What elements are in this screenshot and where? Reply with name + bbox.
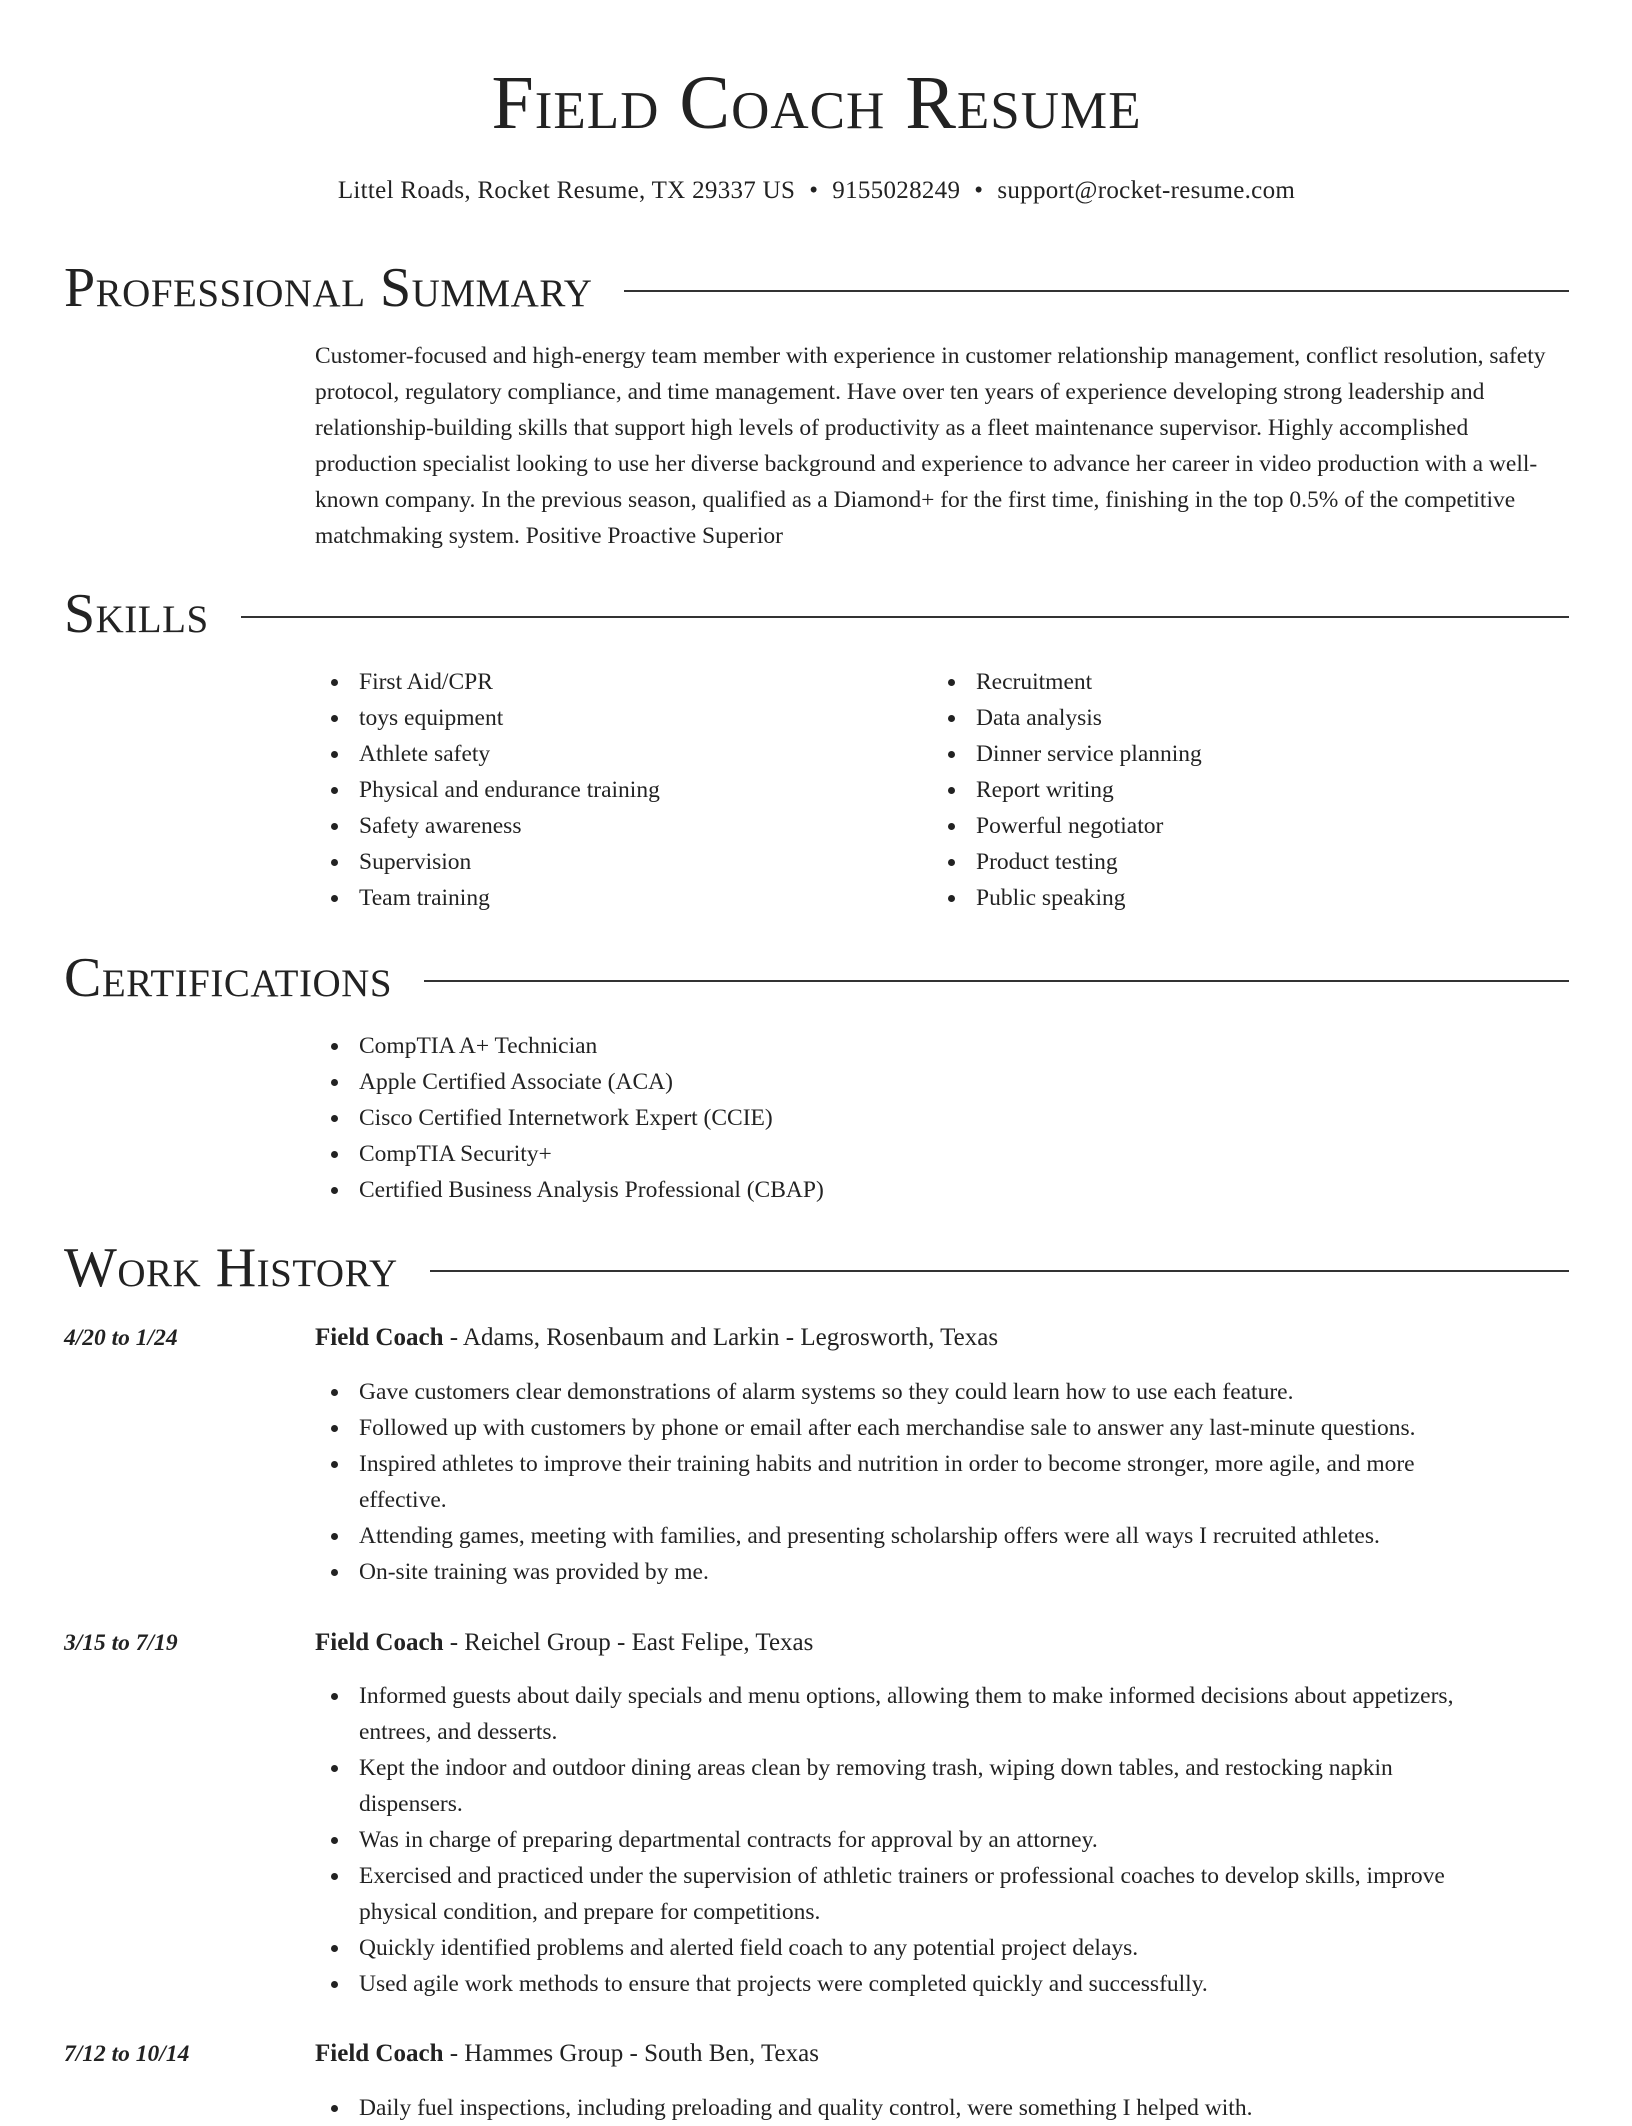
skills-list-left <box>315 664 915 916</box>
summary-text: Customer-focused and high-energy team member with experience in customer relationship management, conflict resolution, safety protocol, regulatory compliance, and time management. Have over ten years of experience developing strong leadership and relationship-building skills that support high levels of productivity as a fleet maintenance supervisor. Highly accomplished production specialist looking to use her diverse background and experience to advance her career in video production with a well-known company. In the previous season, qualified as a Diamond+ for the first time, finishing in the top 0.5% of the competitive matchmaking system. Positive Proactive Superior <box>315 343 1546 549</box>
job-dates: 4/20 to 1/24 <box>64 1325 178 1351</box>
section-divider <box>430 1270 1569 1272</box>
section-header-work-history <box>64 1238 1569 1298</box>
job-dates: 7/12 to 10/14 <box>64 2041 190 2067</box>
contact-line <box>64 174 1569 208</box>
job-duties-list <box>315 2090 1569 2126</box>
job-title: Field Coach <box>315 1629 444 1656</box>
skill-item: Product testing <box>932 844 1532 880</box>
job-duty-item: Informed guests about daily specials and menu options, allowing them to make informed decisions about appetizers, entrees, and desserts. <box>315 1678 1569 1750</box>
skill-item: Recruitment <box>932 664 1532 700</box>
skill-item: Data analysis <box>932 700 1532 736</box>
job-employer: - Hammes Group - South Ben, Texas <box>443 2040 819 2067</box>
section-title-certifications: Certifications <box>64 947 393 1009</box>
skill-item: Athlete safety <box>315 736 915 772</box>
job-duty-item: Followed up with customers by phone or email after each merchandise sale to answer any last-minute questions. <box>315 1410 1569 1446</box>
certification-item: CompTIA Security+ <box>315 1136 1569 1172</box>
job-duty-item: On-site training was provided by me. <box>315 1554 1569 1590</box>
section-header-summary <box>64 258 1569 318</box>
section-title-summary: Professional Summary <box>64 257 593 319</box>
job-duty-item: Gave customers clear demonstrations of alarm systems so they could learn how to use each feature. <box>315 1374 1569 1410</box>
certifications-block <box>315 1028 1569 1208</box>
job-heading <box>315 1320 998 1356</box>
job-heading <box>315 2036 819 2072</box>
job-duty-item: Daily fuel inspections, including preloading and quality control, were something I helped with. <box>315 2090 1569 2126</box>
section-title-skills: Skills <box>64 583 209 645</box>
skill-item: First Aid/CPR <box>315 664 915 700</box>
skill-item: Team training <box>315 880 915 916</box>
contact-email: support@rocket-resume.com <box>997 177 1296 204</box>
job-duty-item: Quickly identified problems and alerted field coach to any potential project delays. <box>315 1930 1569 1966</box>
job-duties-list <box>315 1374 1569 1590</box>
section-header-skills <box>64 584 1569 644</box>
skill-item: Report writing <box>932 772 1532 808</box>
contact-phone: 9155028249 <box>832 177 961 204</box>
resume-title: Field Coach Resume <box>491 61 1142 145</box>
skill-item: Supervision <box>315 844 915 880</box>
job-dates: 3/15 to 7/19 <box>64 1630 178 1656</box>
certification-item: CompTIA A+ Technician <box>315 1028 1569 1064</box>
contact-address: Littel Roads, Rocket Resume, TX 29337 US <box>337 177 796 204</box>
job-title: Field Coach <box>315 2040 444 2067</box>
section-divider <box>624 290 1569 292</box>
skills-column-right <box>932 664 1532 916</box>
skill-item: Physical and endurance training <box>315 772 915 808</box>
job-duties-list <box>315 1678 1569 2002</box>
contact-separator: • <box>974 177 984 204</box>
skill-item: Powerful negotiator <box>932 808 1532 844</box>
section-divider <box>241 616 1569 618</box>
job-heading <box>315 1625 813 1661</box>
skills-list-right <box>932 664 1532 916</box>
skills-column-left <box>315 664 915 916</box>
job-employer: - Adams, Rosenbaum and Larkin - Legrosworth, Texas <box>443 1324 999 1351</box>
certification-item: Certified Business Analysis Professional (CBAP) <box>315 1172 1569 1208</box>
contact-separator: • <box>809 177 819 204</box>
job-duty-item: Was in charge of preparing departmental contracts for approval by an attorney. <box>315 1822 1569 1858</box>
skill-item: toys equipment <box>315 700 915 736</box>
skill-item: Dinner service planning <box>932 736 1532 772</box>
job-duty-item: Attending games, meeting with families, and presenting scholarship offers were all ways I recruited athletes. <box>315 1518 1569 1554</box>
skill-item: Public speaking <box>932 880 1532 916</box>
certification-item: Apple Certified Associate (ACA) <box>315 1064 1569 1100</box>
section-header-certifications <box>64 948 1569 1008</box>
job-title: Field Coach <box>315 1324 444 1351</box>
job-employer: - Reichel Group - East Felipe, Texas <box>443 1629 814 1656</box>
section-title-work-history: Work History <box>64 1237 398 1299</box>
job-duty-item: Exercised and practiced under the supervision of athletic trainers or professional coaches to develop skills, improve physical condition, and prepare for competitions. <box>315 1858 1569 1930</box>
job-duty-item: Used agile work methods to ensure that projects were completed quickly and successfully. <box>315 1966 1569 2002</box>
job-duty-item: Kept the indoor and outdoor dining areas clean by removing trash, wiping down tables, and restocking napkin dispensers. <box>315 1750 1569 1822</box>
skill-item: Safety awareness <box>315 808 915 844</box>
certification-item: Cisco Certified Internetwork Expert (CCIE) <box>315 1100 1569 1136</box>
section-divider <box>424 980 1569 982</box>
certifications-list <box>315 1028 1569 1208</box>
job-duty-item: Inspired athletes to improve their training habits and nutrition in order to become stronger, more agile, and more effective. <box>315 1446 1569 1518</box>
